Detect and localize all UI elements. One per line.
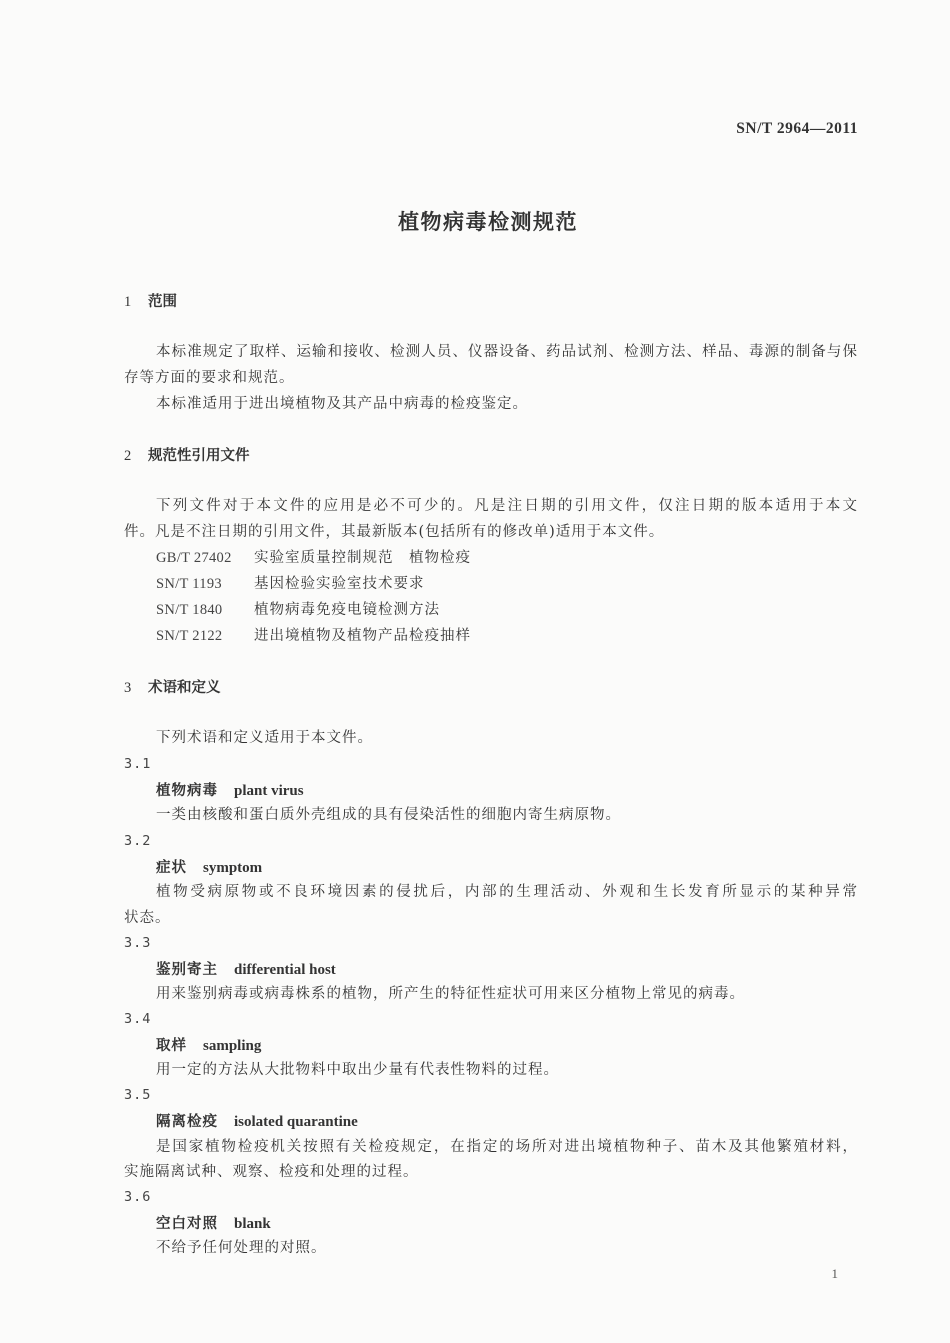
term-definition: 用一定的方法从大批物料中取出少量有代表性物料的过程。 [156, 1062, 559, 1078]
section-3-intro: 下列术语和定义适用于本文件。 [156, 730, 373, 746]
reference-title: 实验室质量控制规范 植物检疫 [254, 550, 471, 566]
term-english: isolated quarantine [234, 1114, 358, 1130]
term-definition: 植物受病原物或不良环境因素的侵扰后，内部的生理活动、外观和生长发育所显示的某种异常 [156, 884, 858, 900]
term-heading [156, 857, 262, 878]
reference-title: 进出境植物及植物产品检疫抽样 [254, 628, 471, 644]
term-chinese: 症状 [156, 860, 187, 876]
page-number: 1 [831, 1266, 838, 1281]
term-heading [156, 1213, 271, 1234]
section-1-para-1-line-2: 存等方面的要求和规范。 [124, 370, 295, 386]
term-definition: 不给予任何处理的对照。 [156, 1240, 327, 1256]
clause-number: 3.2 [124, 833, 152, 849]
term-definition: 一类由核酸和蛋白质外壳组成的具有侵染活性的细胞内寄生病原物。 [156, 807, 621, 823]
term-definition: 用来鉴别病毒或病毒株系的植物，所产生的特征性症状可用来区分植物上常见的病毒。 [156, 986, 745, 1002]
term-english: sampling [203, 1038, 262, 1054]
section-number: 1 [124, 294, 132, 310]
term-english: plant virus [234, 783, 304, 799]
document-title: 植物病毒检测规范 [398, 210, 578, 234]
term-definition: 是国家植物检疫机关按照有关检疫规定，在指定的场所对进出境植物种子、苗木及其他繁殖材料， [156, 1139, 858, 1155]
term-chinese: 空白对照 [156, 1216, 218, 1232]
section-1-para-1-line-1: 本标准规定了取样、运输和接收、检测人员、仪器设备、药品试剂、检测方法、样品、毒源的制备与保 [156, 344, 858, 360]
reference-item [156, 574, 425, 594]
reference-code: SN/T 1193 [156, 576, 222, 592]
section-2-para-line-1: 下列文件对于本文件的应用是必不可少的。凡是注日期的引用文件，仅注日期的版本适用于本文 [156, 498, 858, 514]
reference-code: SN/T 2122 [156, 628, 223, 644]
section-title: 术语和定义 [148, 680, 221, 696]
clause-number: 3.3 [124, 935, 152, 951]
reference-item [156, 600, 440, 620]
reference-title: 植物病毒免疫电镜检测方法 [254, 602, 440, 618]
term-heading [156, 1035, 261, 1056]
term-definition-continued: 状态。 [124, 910, 171, 926]
section-1-para-2: 本标准适用于进出境植物及其产品中病毒的检疫鉴定。 [156, 396, 528, 412]
reference-item [156, 626, 471, 646]
standard-number: SN/T 2964—2011 [736, 120, 858, 137]
section-number: 3 [124, 680, 132, 696]
term-chinese: 植物病毒 [156, 783, 218, 799]
term-definition-continued: 实施隔离试种、观察、检疫和处理的过程。 [124, 1164, 419, 1180]
term-chinese: 取样 [156, 1038, 187, 1054]
clause-number: 3.1 [124, 756, 152, 772]
section-2-heading [124, 446, 250, 466]
section-1-heading [124, 292, 177, 312]
section-number: 2 [124, 448, 132, 464]
clause-number: 3.4 [124, 1011, 152, 1027]
term-english: blank [234, 1216, 271, 1232]
term-english: differential host [234, 962, 336, 978]
clause-number: 3.5 [124, 1087, 152, 1103]
term-heading [156, 959, 336, 980]
section-title: 规范性引用文件 [148, 448, 250, 464]
reference-item [156, 548, 471, 568]
section-3-heading [124, 678, 221, 698]
clause-number: 3.6 [124, 1189, 152, 1205]
reference-code: SN/T 1840 [156, 602, 223, 618]
section-title: 范围 [148, 294, 177, 310]
reference-title: 基因检验实验室技术要求 [254, 576, 425, 592]
term-chinese: 隔离检疫 [156, 1114, 218, 1130]
reference-code: GB/T 27402 [156, 550, 232, 566]
section-2-para-line-2: 件。凡是不注日期的引用文件，其最新版本(包括所有的修改单)适用于本文件。 [124, 524, 665, 540]
term-english: symptom [203, 860, 263, 876]
term-chinese: 鉴别寄主 [156, 962, 218, 978]
term-heading [156, 1111, 358, 1132]
term-heading [156, 780, 304, 801]
